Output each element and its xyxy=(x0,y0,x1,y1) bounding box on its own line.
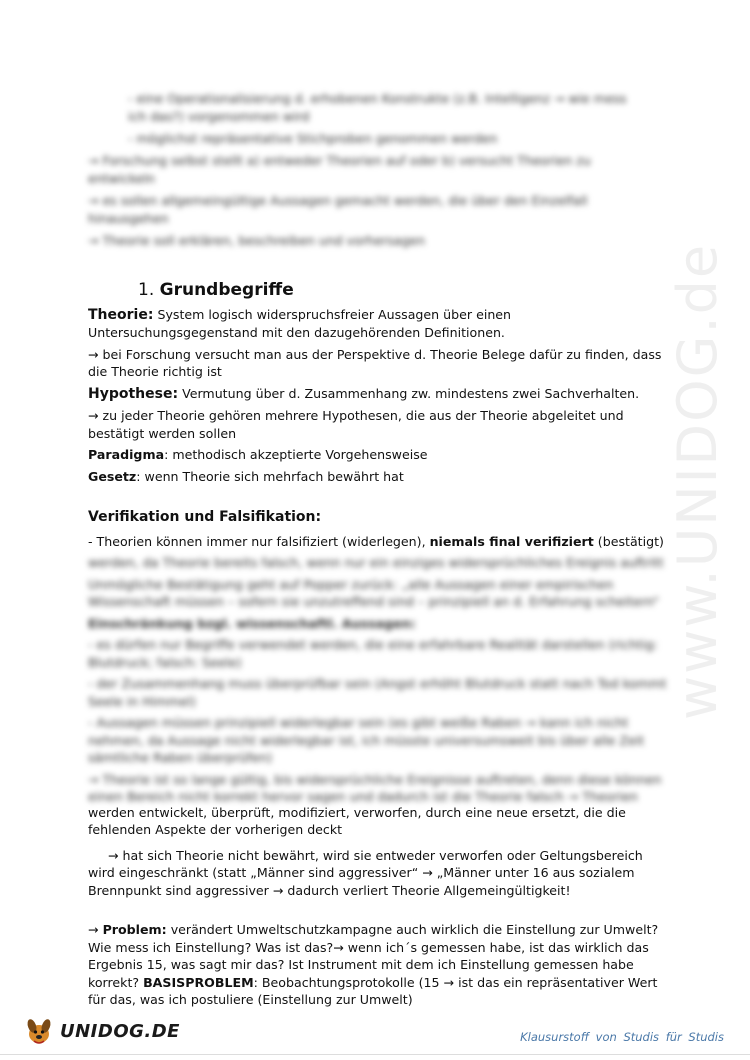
verifikation-text-b: (bestätigt) xyxy=(593,533,664,549)
hypothese-note: → zu jeder Theorie gehören mehrere Hypothesen, die aus der Theorie abgeleitet und bestätigt werden sollen xyxy=(88,408,624,441)
basisproblem-term: BASISPROBLEM xyxy=(143,974,254,990)
main-content xyxy=(88,282,668,1013)
blurred-line: → Theorie soll erklären, beschreiben und vorhersagen xyxy=(88,233,425,248)
blurred-line: Unmögliche Bestätigung geht auf Popper zurück: „alle Aussagen einer empirischen Wissenschaft müssen – sofern sie unzutreffend sind – prinzipiell an d. Erfahrung scheitern“ xyxy=(88,576,660,609)
verifikation-heading: Verifikation und Falsifikation: xyxy=(88,509,322,525)
gesetz-term: Gesetz xyxy=(88,468,137,484)
section-title: Grundbegriffe xyxy=(159,280,294,300)
problem-term: Problem: xyxy=(102,922,167,937)
verifikation-first-line xyxy=(88,533,668,551)
blurred-line: → Theorie ist so lange gültig, bis widersprüchliche Ereignisse auftreten, denn diese können einen Bereich nicht korrekt hervor sagen und dadurch ist die Theorie falsch → Theorien xyxy=(88,771,662,804)
logo-text: UNIDOG.DE xyxy=(60,1020,180,1042)
footer-tagline: Klausurstoff von Studis für Studis xyxy=(520,1030,724,1044)
paradigma-text: : methodisch akzeptierte Vorgehensweise xyxy=(164,447,428,462)
section-number: 1. xyxy=(138,280,155,300)
blurred-line: werden, da Theorie bereits falsch, wenn nur ein einziges widersprüchliches Ereignis auftritt xyxy=(88,555,664,570)
hypothese-text: Vermutung über d. Zusammenhang zw. mindestens zwei Sachverhalten. xyxy=(182,385,640,401)
theorie-text: System logisch widerspruchsfreier Aussagen über einen Untersuchungsgegenstand mit den dazugehörenden Definitionen. xyxy=(88,306,512,340)
blurred-top-section xyxy=(88,90,648,254)
section-heading xyxy=(138,282,668,300)
paradigma-definition xyxy=(88,446,668,464)
gesetz-definition xyxy=(88,468,668,486)
problem-paragraph xyxy=(88,921,668,1009)
blurred-line: Einschränkung bzgl. wissenschaftl. Aussagen: xyxy=(88,615,416,631)
blurred-line: → Forschung selbst stellt a) entweder Theorien auf oder b) versucht Theorien zu entwickeln xyxy=(88,153,591,186)
verifikation-bold: niemals final verifiziert xyxy=(429,533,594,549)
theorie-definition xyxy=(88,306,668,342)
blurred-line: - Aussagen müssen prinzipiell widerlegbar sein (es gibt weiße Raben → kann ich nicht nehmen, da Aussage nicht widerlegbar ist, ich müsste universumsweit bis über alle Zeit sämtliche Raben überprüfen) xyxy=(88,715,645,765)
paradigma-term: Paradigma xyxy=(88,447,165,462)
blurred-line: - es dürfen nur Begriffe verwendet werden, die eine erfahrbare Realität darstellen (richtig: Blutdruck; falsch: Seele) xyxy=(88,637,658,670)
theorie-term: Theorie: xyxy=(88,306,154,323)
theorie-note: → bei Forschung versucht man aus der Perspektive d. Theorie Belege dafür zu finden, dass die Theorie richtig ist xyxy=(88,346,662,379)
verifikation-text-a: - Theorien können immer nur falsifiziert (widerlegen), xyxy=(88,533,430,549)
blurred-verifikation-section xyxy=(88,554,668,806)
footer-logo xyxy=(22,1014,180,1048)
blurred-line: - der Zusammenhang muss überprüfbar sein (Angst erhöht Blutdruck statt nach Tod kommt Seele in Himmel) xyxy=(88,676,667,709)
verifikation-bewaehrt: → hat sich Theorie nicht bewährt, wird sie entweder verworfen oder Geltungsbereich wird eingeschränkt (statt „Männer sind aggressiver“ → „Männer unter 16 aus sozialem Brennpunkt sind aggressiver → dadurch verliert Theorie Allgemeingültigkeit! xyxy=(88,847,643,898)
watermark: www.UNIDOG.de xyxy=(666,242,729,720)
blurred-line: → es sollen allgemeingültige Aussagen gemacht werden, die über den Einzelfall hinausgehen xyxy=(88,193,588,226)
footer-divider xyxy=(0,1054,750,1055)
hypothese-term: Hypothese: xyxy=(88,385,179,402)
blurred-line: - möglichst repräsentative Stichproben genommen werden xyxy=(128,131,498,146)
problem-text-2: : Beobachtungsprotokolle (15 → ist das ein repräsentativer Wert für das, was ich postuliere (Einstellung zur Umwelt) xyxy=(88,974,658,1007)
problem-text: verändert Umweltschutzkampagne auch wirklich die Einstellung zur Umwelt? Wie mess ich Einstellung? Was ist das?→ wenn ich´s gemessen habe, ist das wirklich das Ergebnis 15, was sagt mir das? Ist Instrument mit dem ich Einstellung gemessen habe korrekt? xyxy=(88,922,659,990)
problem-arrow: → xyxy=(88,922,103,937)
blurred-line: - eine Operationalisierung d. erhobenen Konstrukte (z.B. Intelligenz → wie mess ich das?) vorgenommen wird xyxy=(128,91,627,124)
dog-icon xyxy=(22,1014,56,1048)
gesetz-text: : wenn Theorie sich mehrfach bewährt hat xyxy=(136,468,404,484)
hypothese-definition xyxy=(88,385,668,404)
verifikation-continuation: werden entwickelt, überprüft, modifiziert, verworfen, durch eine neue ersetzt, die die fehlenden Aspekte der vorherigen deckt xyxy=(88,804,626,837)
